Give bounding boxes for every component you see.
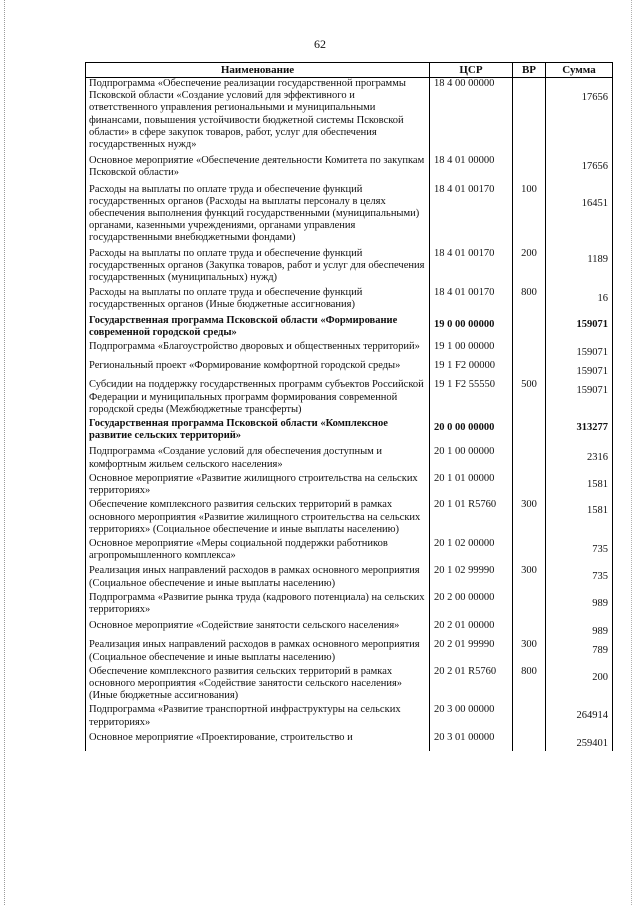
table-row: [86, 287, 613, 314]
row-name: Подпрограмма «Благоустройство дворовых и общественных территорий»: [86, 341, 430, 360]
table-row: [86, 341, 613, 360]
table-row: [86, 184, 613, 248]
row-name: Реализация иных направлений расходов в рамках основного мероприятия (Социальное обеспечение и иные выплаты населению): [86, 639, 430, 665]
row-csr: 19 1 F2 00000: [430, 360, 513, 379]
table-row: [86, 155, 613, 183]
row-vr: 300: [513, 639, 546, 665]
row-name: Субсидии на поддержку государственных программ субъектов Российской Федерации и муниципальных программ формирования современной городской среды (Межбюджетные трансферты): [86, 379, 430, 418]
table-row: [86, 704, 613, 731]
header-csr: ЦСР: [430, 63, 513, 78]
row-sum: 735: [546, 538, 613, 565]
scan-edge-left: [4, 0, 5, 905]
row-vr: [513, 732, 546, 751]
row-vr: [513, 592, 546, 620]
row-sum: 159071: [546, 360, 613, 379]
row-name: Подпрограмма «Развитие рынка труда (кадрового потенциала) на сельских территориях»: [86, 592, 430, 620]
row-name: Государственная программа Псковской области «Комплексное развитие сельских территорий»: [86, 418, 430, 446]
row-csr: 19 1 F2 55550: [430, 379, 513, 418]
table-body: [86, 78, 613, 751]
row-vr: 300: [513, 499, 546, 538]
header-vr: ВР: [513, 63, 546, 78]
row-sum: 17656: [546, 155, 613, 183]
row-vr: [513, 704, 546, 731]
row-vr: [513, 315, 546, 341]
row-csr: 20 3 01 00000: [430, 732, 513, 751]
table-row: [86, 379, 613, 418]
row-csr: 19 1 00 00000: [430, 341, 513, 360]
row-vr: [513, 341, 546, 360]
table-row: [86, 620, 613, 639]
row-csr: 20 2 00 00000: [430, 592, 513, 620]
table-row: [86, 248, 613, 288]
row-name: Основное мероприятие «Развитие жилищного строительства на сельских территориях»: [86, 473, 430, 499]
row-name: Подпрограмма «Создание условий для обеспечения доступным и комфортным жильем сельского населения»: [86, 446, 430, 472]
row-vr: [513, 155, 546, 183]
row-name: Расходы на выплаты по оплате труда и обеспечение функций государственных органов (Расходы на выплаты персоналу в целях обеспечения выполнения функций государственными (муниципальными) органами, казенными учреждениями, органами управления государственными внебюджетными фондами): [86, 184, 430, 248]
row-csr: 20 2 01 R5760: [430, 666, 513, 705]
table-row: [86, 473, 613, 499]
table-row: [86, 78, 613, 156]
row-vr: 100: [513, 184, 546, 248]
row-vr: 800: [513, 666, 546, 705]
row-csr: 20 1 02 99990: [430, 565, 513, 591]
row-name: Подпрограмма «Обеспечение реализации государственной программы Псковской области «Создание условий для эффективного и ответственного управления региональными и муниципальными финансами, повышения устойчивости бюджетной системы Псковской области» в сфере закупок товаров, работ, услуг для обеспечения государственных нужд»: [86, 78, 430, 156]
row-name: Государственная программа Псковской области «Формирование современной городской среды»: [86, 315, 430, 341]
row-name: Основное мероприятие «Обеспечение деятельности Комитета по закупкам Псковской области»: [86, 155, 430, 183]
table-row: [86, 499, 613, 538]
row-name: Региональный проект «Формирование комфортной городской среды»: [86, 360, 430, 379]
row-sum: 159071: [546, 341, 613, 360]
row-vr: [513, 446, 546, 472]
table-row: [86, 666, 613, 705]
table-row: [86, 446, 613, 472]
row-name: Расходы на выплаты по оплате труда и обеспечение функций государственных органов (Закупка товаров, работ и услуг для обеспечения государственных (муниципальных) нужд): [86, 248, 430, 288]
table-header-row: [86, 63, 613, 78]
row-sum: 1189: [546, 248, 613, 288]
row-sum: 2316: [546, 446, 613, 472]
row-name: Расходы на выплаты по оплате труда и обеспечение функций государственных органов (Иные бюджетные ассигнования): [86, 287, 430, 314]
row-csr: 20 2 01 00000: [430, 620, 513, 639]
row-csr: 20 1 00 00000: [430, 446, 513, 472]
table-row: [86, 592, 613, 620]
row-vr: [513, 620, 546, 639]
row-sum: 789: [546, 639, 613, 665]
row-sum: 17656: [546, 78, 613, 156]
row-sum: 735: [546, 565, 613, 591]
row-name: Обеспечение комплексного развития сельских территорий в рамках основного мероприятия «Развитие жилищного строительства на сельских территориях» (Социальное обеспечение и иные выплаты населению): [86, 499, 430, 538]
row-sum: 313277: [546, 418, 613, 446]
row-name: Подпрограмма «Развитие транспортной инфраструктуры на сельских территориях»: [86, 704, 430, 731]
header-sum: Сумма: [546, 63, 613, 78]
table-row: [86, 565, 613, 591]
budget-table: [85, 62, 613, 751]
page-number: 62: [314, 37, 326, 51]
table-row: [86, 315, 613, 341]
row-sum: 259401: [546, 732, 613, 751]
table-row: [86, 538, 613, 565]
row-csr: 20 1 01 00000: [430, 473, 513, 499]
table-row: [86, 360, 613, 379]
row-csr: 20 0 00 00000: [430, 418, 513, 446]
row-sum: 159071: [546, 315, 613, 341]
row-vr: [513, 78, 546, 156]
row-csr: 18 4 01 00170: [430, 287, 513, 314]
row-vr: 800: [513, 287, 546, 314]
row-sum: 159071: [546, 379, 613, 418]
row-vr: [513, 418, 546, 446]
row-name: Основное мероприятие «Содействие занятости сельского населения»: [86, 620, 430, 639]
row-name: Обеспечение комплексного развития сельских территорий в рамках основного мероприятия «Содействие занятости сельского населения» (Иные бюджетные ассигнования): [86, 666, 430, 705]
row-csr: 20 1 01 R5760: [430, 499, 513, 538]
scan-edge-right: [631, 0, 632, 905]
row-csr: 20 2 01 99990: [430, 639, 513, 665]
row-sum: 16: [546, 287, 613, 314]
row-csr: 18 4 01 00000: [430, 155, 513, 183]
table-row: [86, 639, 613, 665]
row-csr: 18 4 01 00170: [430, 184, 513, 248]
row-vr: [513, 473, 546, 499]
row-sum: 989: [546, 620, 613, 639]
row-name: Основное мероприятие «Меры социальной поддержки работников агропромышленного комплекса»: [86, 538, 430, 565]
row-csr: 19 0 00 00000: [430, 315, 513, 341]
row-vr: 500: [513, 379, 546, 418]
row-name: Основное мероприятие «Проектирование, строительство и: [86, 732, 430, 751]
row-vr: [513, 360, 546, 379]
row-vr: 200: [513, 248, 546, 288]
row-sum: 200: [546, 666, 613, 705]
row-sum: 264914: [546, 704, 613, 731]
header-name: Наименование: [86, 63, 430, 78]
row-csr: 20 3 00 00000: [430, 704, 513, 731]
row-csr: 18 4 01 00170: [430, 248, 513, 288]
table-row: [86, 732, 613, 751]
row-sum: 1581: [546, 473, 613, 499]
row-sum: 1581: [546, 499, 613, 538]
row-name: Реализация иных направлений расходов в рамках основного мероприятия (Социальное обеспечение и иные выплаты населению): [86, 565, 430, 591]
row-vr: 300: [513, 565, 546, 591]
row-sum: 989: [546, 592, 613, 620]
row-csr: 18 4 00 00000: [430, 78, 513, 156]
row-csr: 20 1 02 00000: [430, 538, 513, 565]
table-row: [86, 418, 613, 446]
row-sum: 16451: [546, 184, 613, 248]
row-vr: [513, 538, 546, 565]
